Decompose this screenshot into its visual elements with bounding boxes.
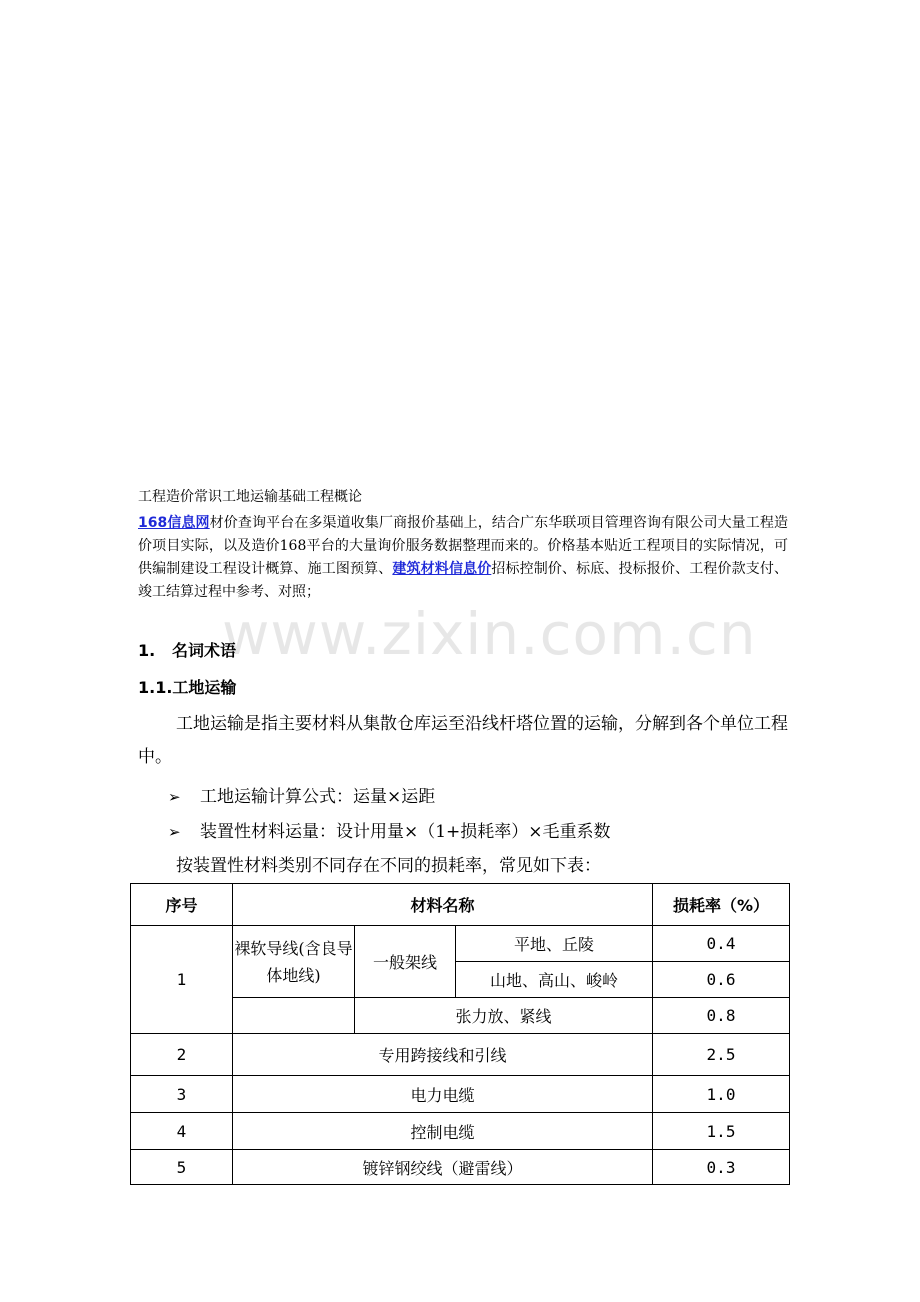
- arrow-bullet-icon: ➢: [168, 823, 181, 841]
- bullet-item: [168, 782, 435, 807]
- header-no: 序号: [131, 884, 233, 926]
- cell-rate: 0.8: [653, 998, 790, 1034]
- table-row: [131, 1034, 790, 1076]
- cell-rate: 1.0: [653, 1076, 790, 1113]
- header-material-name: 材料名称: [233, 884, 653, 926]
- intro-text-1: 材价查询平台在多渠道收集厂商报价基础上，结合广东华联项目管理咨询有限公司大量工程造价项目实际，以及造价168平台的大量询价服务数据整理而来的。价格基本贴近工程项目的实际情况，可供编制建设工程设计概算、施工图预算、: [138, 515, 789, 577]
- cell-no: 3: [131, 1076, 233, 1113]
- table-header-row: [131, 884, 790, 926]
- cell-material: 控制电缆: [233, 1113, 653, 1150]
- cell-rate: 2.5: [653, 1034, 790, 1076]
- body-paragraph: 工地运输是指主要材料从集散仓库运至沿线杆塔位置的运输，分解到各个单位工程中。: [138, 714, 788, 767]
- bullet-item: [168, 817, 611, 842]
- table-row: [131, 1150, 790, 1185]
- loss-rate-table: [130, 883, 790, 1185]
- cell-material: 电力电缆: [233, 1076, 653, 1113]
- cell-subcategory: 一般架线: [355, 926, 456, 998]
- section-heading-1-1: 1.1.工地运输: [138, 678, 237, 697]
- bullet-text: 工地运输计算公式：运量×运距: [200, 787, 436, 807]
- cell-no: 1: [131, 926, 233, 1034]
- intro-paragraph: [138, 512, 788, 604]
- section-title: 名词术语: [172, 641, 237, 660]
- cell-rate: 0.3: [653, 1150, 790, 1185]
- cell-terrain: 山地、高山、峻岭: [456, 962, 653, 998]
- section-heading-1: [138, 638, 236, 661]
- material-price-link[interactable]: 建筑材料信息价: [392, 561, 492, 577]
- cell-rate: 1.5: [653, 1113, 790, 1150]
- cell-material: 专用跨接线和引线: [233, 1034, 653, 1076]
- cell-no: 2: [131, 1034, 233, 1076]
- document-title: 工程造价常识工地运输基础工程概论: [138, 489, 362, 505]
- section-number: 1.: [138, 641, 156, 660]
- cell-category-continued: [233, 998, 355, 1034]
- cell-no: 4: [131, 1113, 233, 1150]
- cell-no: 5: [131, 1150, 233, 1185]
- cell-rate: 0.4: [653, 926, 790, 962]
- header-loss-rate: 损耗率（%）: [653, 884, 790, 926]
- cell-category: 裸软导线(含良导体地线): [233, 926, 355, 998]
- watermark: www.zixin.com.cn: [222, 600, 757, 668]
- table-row: [131, 926, 790, 962]
- table-intro-note: 按装置性材料类别不同存在不同的损耗率，常见如下表：: [176, 856, 601, 876]
- cell-rate: 0.6: [653, 962, 790, 998]
- cell-tension-stringing: 张力放、紧线: [355, 998, 653, 1034]
- arrow-bullet-icon: ➢: [168, 788, 181, 806]
- intro-text-2: 招标控制价、标底、投标报价、工程价款支付、竣工结算过程中参考、对照；: [138, 561, 789, 600]
- table-row: [131, 1076, 790, 1113]
- cell-material: 镀锌钢绞线（避雷线）: [233, 1150, 653, 1185]
- table-row: [131, 1113, 790, 1150]
- bullet-text: 装置性材料运量：设计用量×（1+损耗率）×毛重系数: [200, 822, 611, 842]
- info-network-link[interactable]: 168信息网: [138, 515, 210, 531]
- cell-terrain: 平地、丘陵: [456, 926, 653, 962]
